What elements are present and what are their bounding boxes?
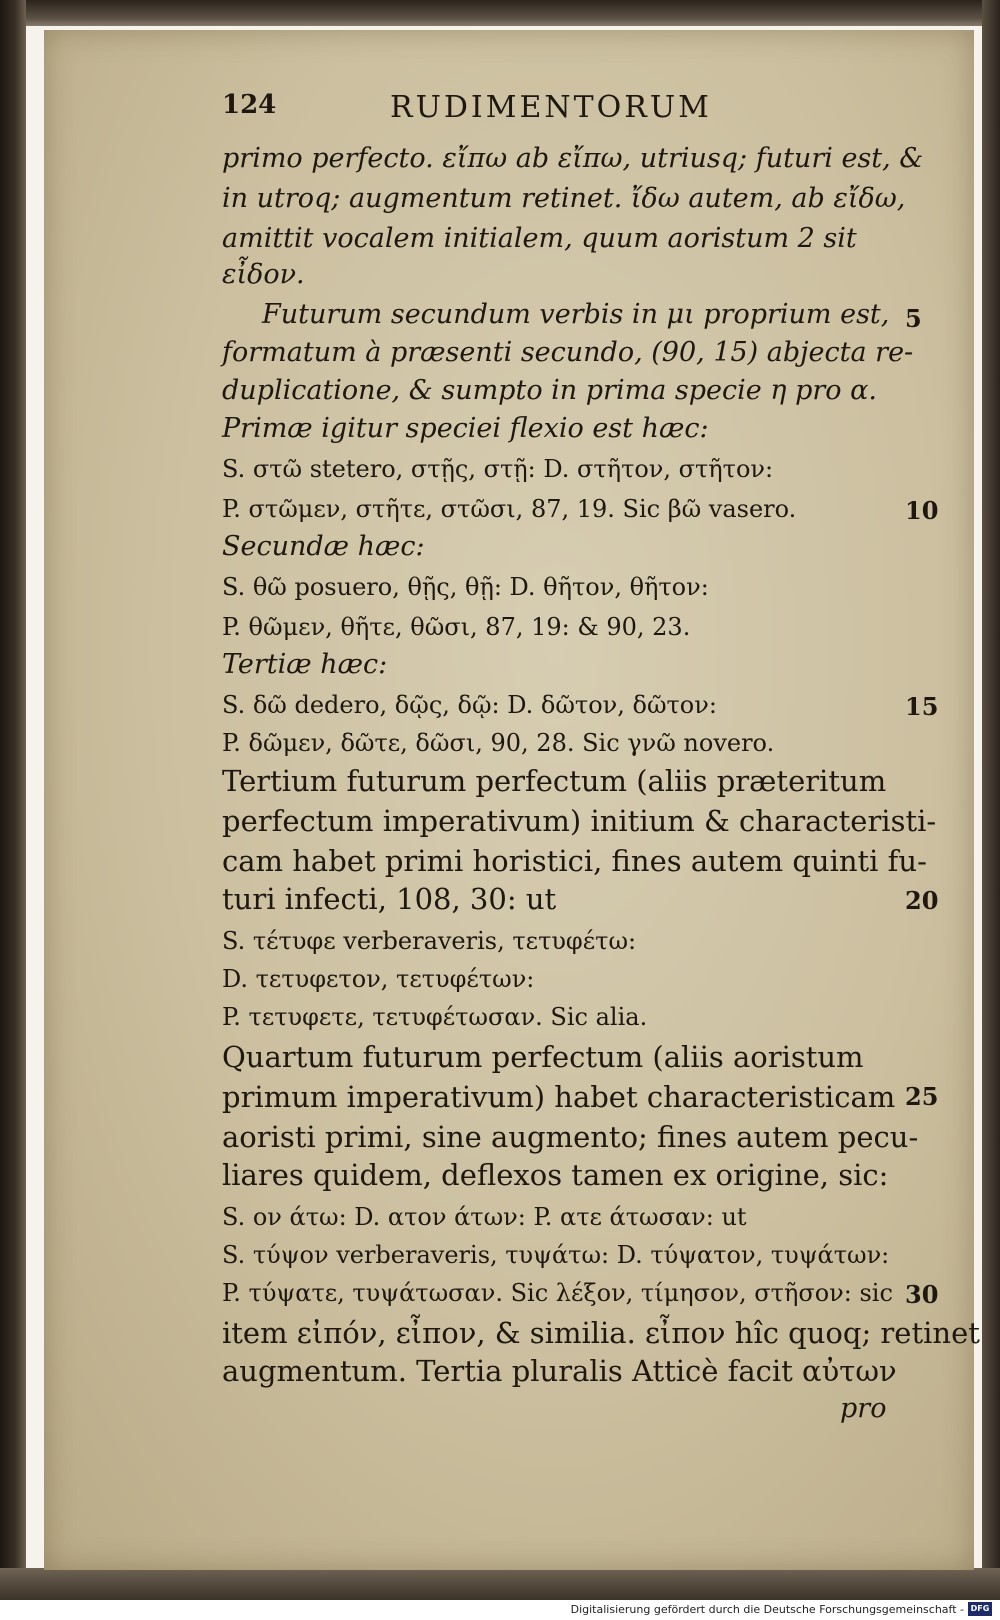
running-head: [222, 90, 902, 134]
text-line: liares quidem, deflexos tamen ex origine, sic:: [222, 1158, 889, 1192]
text-line: amittit vocalem initialem, quum aoristum 2 sit: [222, 223, 857, 254]
text-line: augmentum. Tertia pluralis Atticè facit αὐτων: [222, 1354, 897, 1388]
footer-credit: Digitalisierung gefördert durch die Deutsche Forschungsgemeinschaft -: [570, 1603, 964, 1616]
scan-border-left: [0, 0, 26, 1600]
text-line: Tertium futurum perfectum (aliis præteritum: [222, 764, 887, 798]
text-line: S. δῶ dedero, δῷς, δῷ: D. δῶτον, δῶτον:: [222, 691, 717, 719]
text-line: S. τύψον verberaveris, τυψάτω: D. τύψατον, τυψάτων:: [222, 1241, 890, 1269]
text-line: cam habet primi horistici, fines autem quinti fu-: [222, 844, 927, 878]
text-line: formatum à præsenti secundo, (90, 15) abjecta re-: [222, 337, 914, 368]
text-line: Tertiæ hæc:: [222, 649, 388, 680]
text-line: duplicatione, & sumpto in prima specie η pro α.: [222, 375, 877, 406]
text-line: P. θῶμεν, θῆτε, θῶσι, 87, 19: & 90, 23.: [222, 613, 691, 641]
text-line: item εἰπόν, εἶπον, & similia. εἶπον hîc quoq; retinet: [222, 1316, 980, 1350]
header-title: RUDIMENTORUM: [390, 90, 712, 125]
text-line: S. τέτυφε verberaveris, τετυφέτω:: [222, 927, 637, 955]
text-line: perfectum imperativum) initium & characteristi-: [222, 804, 937, 838]
line-number: 10: [905, 496, 939, 525]
text-line: S. θῶ posuero, θῇς, θῇ: D. θῆτον, θῆτον:: [222, 573, 709, 601]
text-line: P. τύψατε, τυψάτωσαν. Sic λέξον, τίμησον, στῆσον: sic: [222, 1279, 893, 1307]
text-line: S. στῶ stetero, στῇς, στῇ: D. στῆτον, στῆτον:: [222, 455, 774, 483]
text-line: primum imperativum) habet characteristicam: [222, 1080, 896, 1114]
text-line: Primæ igitur speciei flexio est hæc:: [222, 413, 709, 444]
scan-border-bottom: [0, 1568, 1000, 1600]
text-line: Futurum secundum verbis in μι proprium est,: [262, 299, 890, 330]
text-line: εἶδον.: [222, 259, 305, 290]
text-line: S. ον άτω: D. ατον άτων: P. ατε άτωσαν: ut: [222, 1203, 747, 1231]
scan-border-top: [0, 0, 1000, 26]
text-line: D. τετυφετον, τετυφέτων:: [222, 965, 535, 993]
line-number: 5: [905, 304, 922, 333]
text-line: P. τετυφετε, τετυφέτωσαν. Sic alia.: [222, 1003, 648, 1031]
line-number: 20: [905, 886, 939, 915]
text-line: P. δῶμεν, δῶτε, δῶσι, 90, 28. Sic γνῶ novero.: [222, 729, 775, 757]
text-line: aoristi primi, sine augmento; fines autem pecu-: [222, 1120, 919, 1154]
page-number: 124: [222, 90, 277, 120]
line-number: 25: [905, 1082, 939, 1111]
line-number: 30: [905, 1280, 939, 1309]
text-line: Secundæ hæc:: [222, 531, 425, 562]
dfg-logo: DFG: [968, 1602, 992, 1616]
line-number: 15: [905, 692, 939, 721]
text-line: in utroq; augmentum retinet. ἴδω autem, ab εἴδω,: [222, 183, 906, 214]
text-line: primo perfecto. εἴπω ab εἴπω, utriusq; futuri est, &: [222, 143, 924, 174]
text-line: Quartum futurum perfectum (aliis aoristum: [222, 1040, 864, 1074]
catchword: pro: [840, 1393, 887, 1424]
text-line: P. στῶμεν, στῆτε, στῶσι, 87, 19. Sic βῶ vasero.: [222, 495, 797, 523]
scan-border-right: [982, 0, 1000, 1600]
text-line: turi infecti, 108, 30: ut: [222, 882, 557, 916]
